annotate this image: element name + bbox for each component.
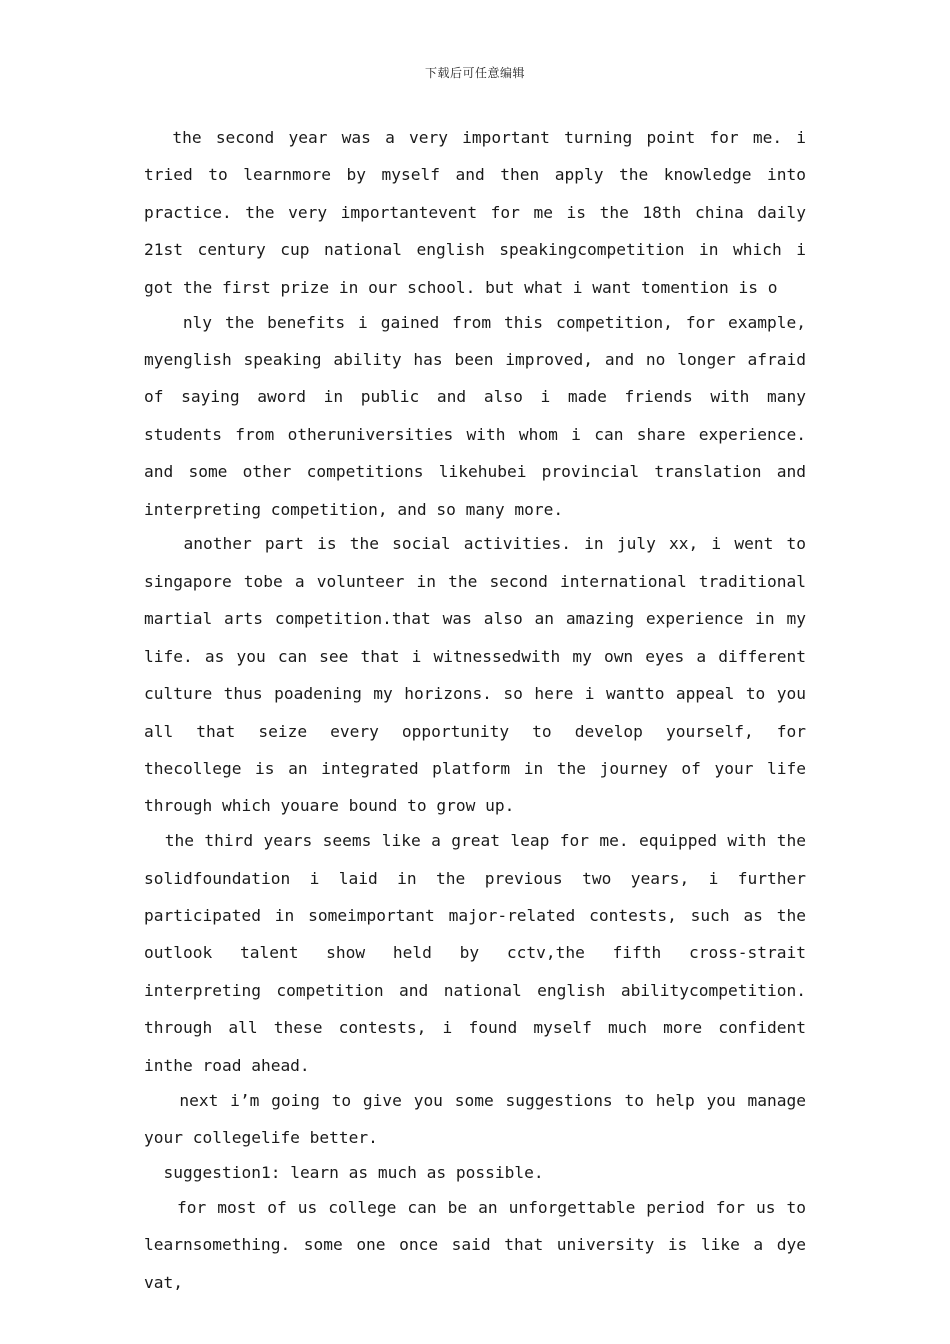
paragraph-suggestions-intro: next i’m going to give you some suggestions to help you manage your collegelife better. [144, 1090, 816, 1147]
page-header: 下载后可任意编辑 [424, 66, 525, 80]
paragraph-learn-something: for most of us college can be an unforgettable period for us to learnsomething. some one once said that university is like a dye vat, [144, 1197, 816, 1292]
paragraph-social-activities: another part is the social activities. in july xx, i went to singapore tobe a volunteer in the second international traditional martial arts competition.that was also an amazing experience in my life. as you can see that i witnessedwith my own eyes a different culture thus poadening my horizons. so here i wantto appeal to you all that seize every opportunity to develop yourself, for thecollege is an integrated platform in the journey of your life through which youare bound to grow up. [144, 534, 816, 816]
document-body [144, 119, 816, 1301]
paragraph-benefits: nly the benefits i gained from this competition, for example, myenglish speaking ability has been improved, and no longer afraid of saying aword in public and also i made friends with many students from otheruniversities with whom i can share experience. and some other competitions likehubei provincial translation and interpreting competition, and so many more. [144, 312, 816, 519]
paragraph-second-year: the second year was a very important turning point for me. i tried to learnmore by myself and then apply the knowledge into practice. the very importantevent for me is the 18th china daily 21st century cup national english speakingcompetition in which i got the first prize in our school. but what i want tomention is o [144, 128, 816, 297]
paragraph-third-year: the third years seems like a great leap for me. equipped with the solidfoundation i laid in the previous two years, i further participated in someimportant major-related contests, such as the outlook talent show held by cctv,the fifth cross-strait interpreting competition and national english abilitycompetition. through all these contests, i found myself much more confident inthe road ahead. [144, 831, 816, 1075]
paragraph-suggestion-1: suggestion1: learn as much as possible. [144, 1162, 544, 1182]
